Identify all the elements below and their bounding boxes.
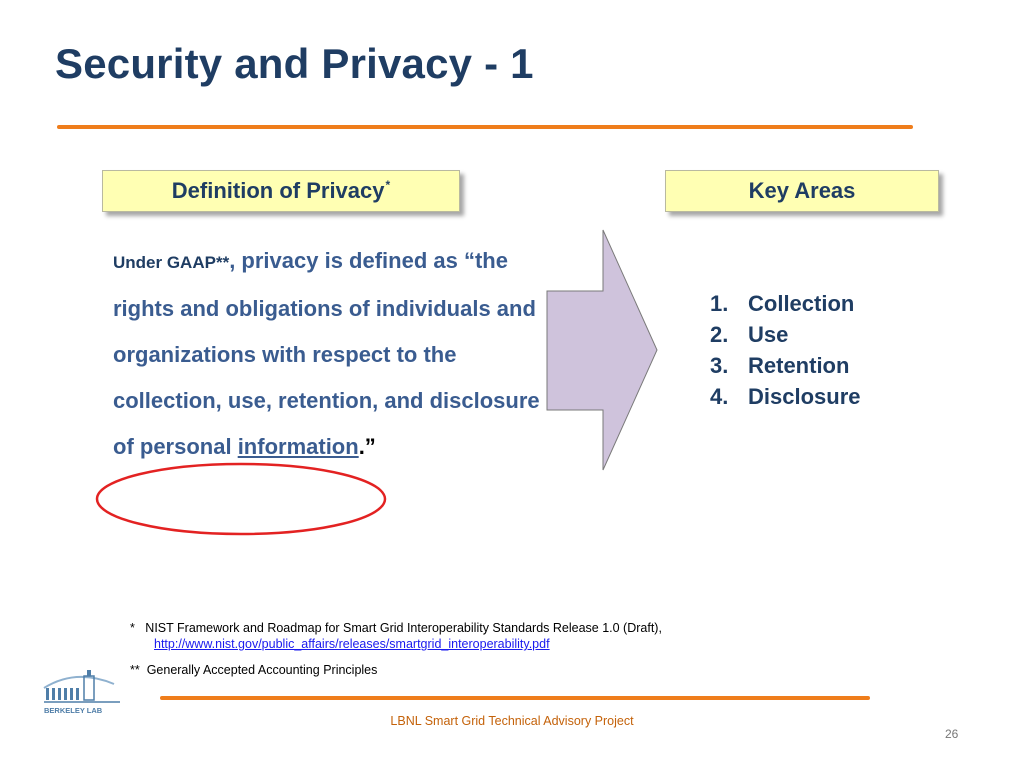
key-area-item bbox=[710, 319, 861, 350]
definition-box-label: Definition of Privacy bbox=[171, 178, 385, 203]
key-area-label: Retention bbox=[748, 353, 850, 378]
footnote-text: NIST Framework and Roadmap for Smart Grid Interoperability Standards Release 1.0 (Draft), bbox=[145, 621, 662, 635]
slide-footer: LBNL Smart Grid Technical Advisory Project bbox=[390, 714, 634, 728]
key-area-number: 1. bbox=[710, 291, 729, 316]
definition-of-privacy-box bbox=[102, 170, 460, 212]
footnotes bbox=[130, 621, 662, 677]
key-area-item bbox=[710, 381, 861, 412]
key-area-label: Use bbox=[748, 322, 789, 347]
berkeley-lab-logo bbox=[40, 666, 124, 718]
slide-title: Security and Privacy - 1 bbox=[55, 40, 534, 87]
footnote-nist bbox=[130, 621, 662, 651]
nist-pdf-link[interactable]: http://www.nist.gov/public_affairs/releases/smartgrid_interoperability.pdf bbox=[154, 637, 550, 651]
information-link[interactable]: information bbox=[237, 434, 359, 459]
logo-wordmark: BERKELEY LAB bbox=[44, 706, 103, 715]
definition-body: privacy is defined as “the rights and obligations of individuals and organizations with respect to the collection, use, retention, and disclosure of personal bbox=[113, 248, 540, 459]
footnote-marker: ** bbox=[130, 663, 140, 677]
definition-closing: .” bbox=[358, 434, 376, 459]
key-areas-list bbox=[710, 288, 861, 412]
title-divider bbox=[57, 125, 913, 129]
page-number: 26 bbox=[945, 727, 959, 741]
footnote-text: Generally Accepted Accounting Principles bbox=[146, 663, 378, 677]
definition-comma: , bbox=[229, 248, 242, 273]
key-area-number: 4. bbox=[710, 384, 729, 409]
key-area-number: 2. bbox=[710, 322, 729, 347]
key-area-item bbox=[710, 350, 861, 381]
key-areas-box bbox=[665, 170, 939, 212]
key-area-label: Collection bbox=[748, 291, 855, 316]
footer-divider bbox=[160, 696, 870, 700]
definition-box-footnote-marker: * bbox=[385, 178, 391, 192]
key-area-item bbox=[710, 288, 861, 319]
right-arrow-shape bbox=[545, 228, 660, 473]
footnote-gaap bbox=[130, 663, 662, 677]
key-area-label: Disclosure bbox=[748, 384, 861, 409]
key-areas-box-label: Key Areas bbox=[748, 178, 856, 203]
privacy-definition-text bbox=[113, 238, 553, 470]
highlight-ellipse bbox=[93, 460, 403, 540]
footnote-marker: * bbox=[130, 621, 135, 635]
gaap-lead: Under GAAP** bbox=[113, 253, 230, 272]
key-area-number: 3. bbox=[710, 353, 729, 378]
